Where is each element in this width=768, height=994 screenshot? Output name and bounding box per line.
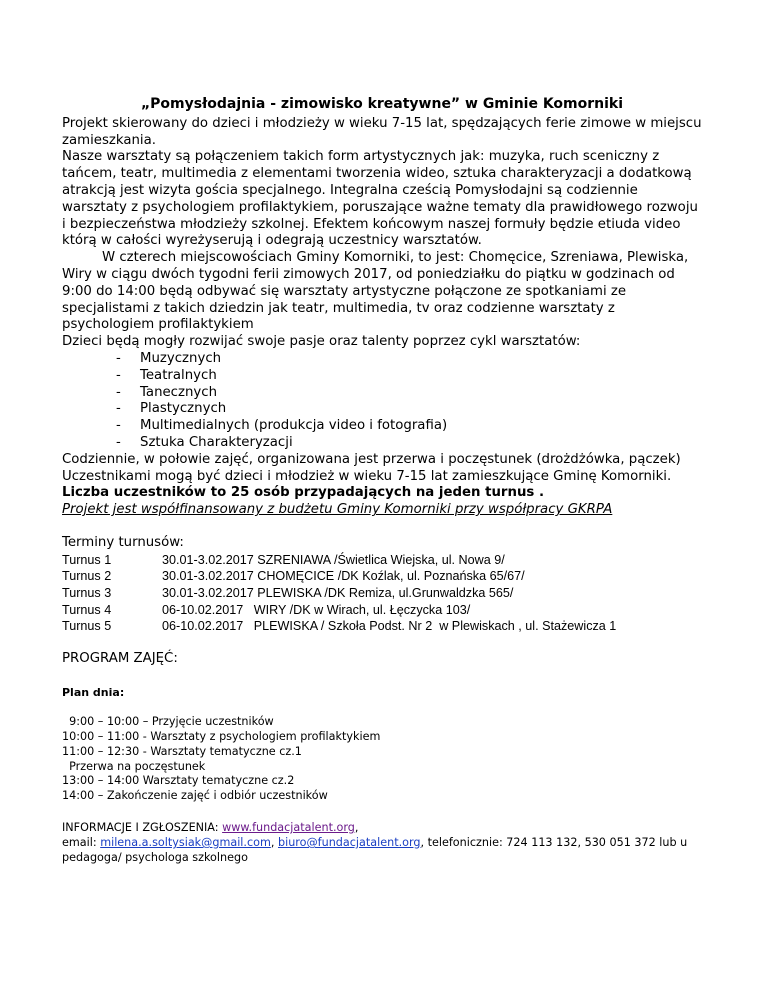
day-plan — [62, 715, 702, 804]
turnus-details: 30.01-3.02.2017 CHOMĘCICE /DK Koźlak, ul. Poznańska 65/67/ — [162, 569, 525, 584]
list-item: - Muzycznych — [62, 351, 702, 368]
list-item: - Tanecznych — [62, 385, 702, 402]
email-link-biuro[interactable]: biuro@fundacjatalent.org — [278, 836, 421, 850]
list-item: - Multimedialnych (produkcja video i fotografia) — [62, 418, 702, 435]
break-paragraph: Codziennie, w połowie zajęć, organizowana jest przerwa i poczęstunek (drożdżówka, pączek) — [62, 451, 681, 467]
plan-item: 14:00 – Zakończenie zajęć i odbiór uczestników — [62, 789, 328, 803]
turnus-label: Turnus 2 — [62, 569, 112, 584]
list-item: - Plastycznych — [62, 401, 702, 418]
terms-table — [62, 552, 616, 635]
turnus-label: Turnus 3 — [62, 585, 112, 600]
contact-info — [62, 820, 702, 865]
workshop-cycle-intro: Dzieci będą mogły rozwijać swoje pasje oraz talenty poprzez cykl warsztatów: — [62, 334, 581, 350]
table-row — [62, 568, 616, 585]
intro-paragraph: Projekt skierowany do dzieci i młodzieży w wieku 7-15 lat, spędzających ferie zimowe w miejscu zamieszkania. — [62, 115, 702, 148]
plan-item: 9:00 – 10:00 – Przyjęcie uczestników — [62, 715, 274, 729]
email-label: email: — [62, 836, 101, 850]
plan-item: 10:00 – 11:00 - Warsztaty z psychologiem profilaktykiem — [62, 730, 381, 744]
table-row — [62, 552, 616, 569]
comma: , — [354, 821, 359, 835]
plan-label: Plan dnia: — [62, 686, 125, 700]
list-item: - Teatralnych — [62, 368, 702, 385]
workshop-list — [62, 351, 702, 452]
contact-prefix: INFORMACJE I ZGŁOSZENIA: — [62, 821, 223, 835]
phone-numbers: , telefonicznie: 724 113 132, 530 051 372 lub u pedagoga/ psychologa szkolnego — [62, 836, 688, 865]
table-row — [62, 602, 616, 619]
plan-item: 11:00 – 12:30 - Warsztaty tematyczne cz.1 — [62, 744, 302, 758]
turnus-details: 06-10.02.2017 WIRY /DK w Wirach, ul. Łęczycka 103/ — [162, 602, 471, 617]
plan-item: Przerwa na poczęstunek — [62, 759, 206, 773]
list-item: - Sztuka Charakteryzacji — [62, 435, 702, 452]
table-row — [62, 585, 616, 602]
funding-note: Projekt jest współfinansowany z budżetu Gminy Komorniki przy współpracy GKRPA — [62, 502, 613, 518]
website-link[interactable]: www.fundacjatalent.org — [222, 821, 355, 835]
turnus-label: Turnus 4 — [62, 602, 112, 617]
document-title: „Pomysłodajnia - zimowisko kreatywne” w Gminie Komorniki — [140, 96, 624, 112]
plan-item: 13:00 – 14:00 Warsztaty tematyczne cz.2 — [62, 774, 295, 788]
program-heading: PROGRAM ZAJĘĆ: — [62, 650, 178, 666]
participants-paragraph: Uczestnikami mogą być dzieci i młodzież w wieku 7-15 lat zamieszkujące Gminę Komorniki. — [62, 468, 672, 484]
turnus-details: 30.01-3.02.2017 PLEWISKA /DK Remiza, ul.Grunwaldzka 565/ — [162, 585, 514, 600]
document-page — [62, 96, 702, 865]
locations-paragraph: W czterech miejscowościach Gminy Komorniki, to jest: Chomęcice, Szreniawa, Plewiska, Wiry w ciągu dwóch tygodni ferii zimowych 2017, od poniedziałku do piątku w godzinach od 9:00 do 14:00 będą odbywać się warsztaty artystyczne połączone ze spotkaniami ze specjalistami z takich dziedzin jak teatr, multimedia, tv oraz codzienne warsztaty z psychologiem profilaktykiem — [62, 250, 689, 333]
workshops-description: Nasze warsztaty są połączeniem takich form artystycznych jak: muzyka, ruch sceniczny z tańcem, teatr, multimedia z elementami tworzenia wideo, sztuka charakteryzacji a dodatkową atrakcją jest wizyta gościa specjalnego. Integralna cześcią Pomysłodajni są codziennie warsztaty z psychologiem profilaktykiem, poruszające ważne tematy dla prawidłowego rozwoju i bezpieczeństwa młodzieży szkolnej. Efektem końcowym naszej formuły będzie etiuda video którą w całości wyreżyserują i odegrają uczestnicy warsztatów. — [62, 149, 698, 249]
turnus-label: Turnus 1 — [62, 552, 112, 567]
separator: , — [270, 836, 278, 850]
terms-heading: Terminy turnusów: — [62, 534, 184, 550]
turnus-details: 30.01-3.02.2017 SZRENIAWA /Świetlica Wiejska, ul. Nowa 9/ — [162, 552, 505, 567]
participants-count: Liczba uczestników to 25 osób przypadających na jeden turnus . — [62, 485, 544, 501]
table-row — [62, 618, 616, 635]
turnus-details: 06-10.02.2017 PLEWISKA / Szkoła Podst. Nr 2 w Plewiskach , ul. Stażewicza 1 — [162, 619, 617, 634]
turnus-label: Turnus 5 — [62, 619, 112, 634]
email-link-milena[interactable]: milena.a.soltysiak@gmail.com — [100, 836, 271, 850]
